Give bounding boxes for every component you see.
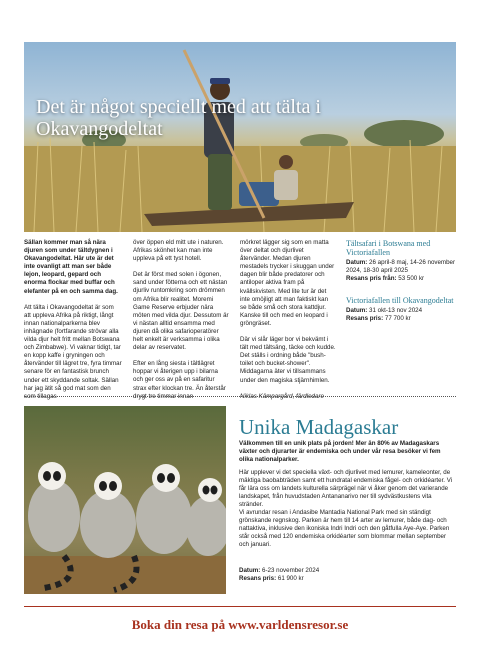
price-label: Resans pris: (239, 575, 277, 583)
article-paragraph: Där vi slår läger bor vi bekvämt i tält med tältsäng, täcke och kudde. Det ställs i ordning både "bush-toilet och bucket-shower". Middagarna äter vi tillsammans under den magiska stjärnhimlen. (240, 336, 336, 384)
booking-link[interactable]: Boka din resa på www.varldensresor.se (131, 617, 349, 632)
section-paragraph: Här upplever vi det speciella växt- och djurlivet med lemurer, kameleonter, de mäktiga baobabträden samt ett hundratal endemiska fågel- och orkidéarter. Vi får lära oss om landets kulturella särprägel när vi åker genom det varierande landskapet, från huvudstaden Antananarivo ner till sydvästkustens vita stränder. (239, 469, 453, 509)
price-value: 77 700 kr (384, 315, 411, 322)
price-value: 53 500 kr (398, 275, 425, 282)
tour-dates (346, 307, 456, 315)
article-paragraph: Det är först med solen i ögonen, sand under fötterna och ett nästan djurliv runtomkring som drömmen om Afrika blir realitet. Moremi Game Reserve erbjuder nära möten med vilda djur. Dessutom är vi nästan alltid ensamma med djuren då olika safarioperatörer helt enkelt är verksamma i olika delar av reservatet. (133, 271, 229, 352)
price-label: Resans pris från: (346, 275, 397, 282)
dates-value: 31 okt-13 nov 2024 (369, 307, 423, 314)
footer-rule (24, 606, 456, 607)
section-lead: Välkommen till en unik plats på jorden! Mer än 80% av Madagaskars växter och djurarter är endemiska och under vår resa besöker vi fem olika nationalparker. (239, 440, 441, 464)
dates-value: 6-23 november 2024 (262, 567, 320, 574)
tour-info-1 (346, 239, 456, 283)
dates-value: 26 april-8 maj, 14-26 november 2024, 18-30 april 2025 (346, 259, 456, 274)
section-paragraph: Vi avrundar resan i Andasibe Mantadia National Park med sin ständigt grönskande regnskog. Parken är hem till 14 arter av lemurer, både dag- och nattaktiva, inklusive den ikoniska Indri Indri och den gåtfulla Aye-Aye. Parken står också med 120 endemiska orkidéarter som blommar mellan september och januari. (239, 509, 450, 549)
hero-title: Det är något speciellt med att tälta i Okavangodeltat (36, 96, 321, 140)
article-column-2 (133, 239, 229, 409)
article-column-3 (240, 239, 336, 409)
article-lead: Sällan kommer man så nära djuren som under tältdygnen i Okavangodeltat. Här ute är det inte ovanligt att man ser både lejon, leopard, gepard och enorma flockar med buffar och elefanter på en och samma dag. (24, 239, 118, 295)
tour-price (346, 275, 456, 283)
tour-dates (346, 259, 456, 275)
hero-photo-mokoro-safari (24, 42, 456, 232)
article-byline: Niklas Kämpargård, färdledare (240, 392, 324, 400)
dates-label: Datum: (346, 259, 368, 266)
price-value: 61 900 kr (277, 575, 304, 583)
dates-label: Datum: (239, 567, 261, 574)
tour-price (346, 315, 456, 323)
dates-label: Datum: (346, 307, 368, 314)
article-paragraph: Efter en lång siesta i tältlägret hoppar vi återigen upp i bilarna och ger oss av på en safaritur strax efter klockan tre. Än återstår drygt tre timmar innan (133, 360, 226, 400)
madagaskar-tour-info (239, 567, 456, 583)
section-title: Unika Madagaskar (239, 415, 399, 439)
price-label: Resans pris: (346, 315, 384, 322)
tour-title: Victoriafallen till Okavangodeltat (346, 296, 454, 305)
lemur-photo (24, 406, 226, 594)
section-divider (24, 396, 456, 397)
lemur-illustration (24, 406, 226, 594)
article-paragraph: Att tälta i Okavangodeltat är som att uppleva Afrika på riktigt, långt innan nationalparkerna blev inhägnade (fortfarande strövar alla vilda djur helt fritt mellan Botswana och Zimbabwe). Vi vaknar tidigt, tar en kopp kaffe i gryningen och återvänder till lägret tre, fyra timmar senare för en fantastisk brunch under ett skyddande soltak. Sällan har jag ätit så god mat som den som tillagas (24, 303, 122, 400)
article-column-1 (24, 239, 122, 409)
article-paragraph: mörkret lägger sig som en matta över deltat och djurlivet återvänder. Medan djuren mestadels trycker i skuggan under dagen blir både predatorer och antiloper aktiva fram på kvällskvisten. Med lite tur är det inte omöjligt att man faktiskt kan se både små och stora kattdjur. Kanske till och med en leopard i gröngräset. (240, 239, 335, 327)
article-paragraph: över öppen eld mitt ute i naturen. Afrikas skönhet kan man inte uppleva på ett tyst hotell. (133, 239, 224, 263)
tour-price (239, 575, 456, 583)
tour-dates (239, 567, 456, 575)
tour-title: Tältsafari i Botswana med Victoriafallen (346, 239, 431, 257)
tour-info-2 (346, 296, 456, 323)
